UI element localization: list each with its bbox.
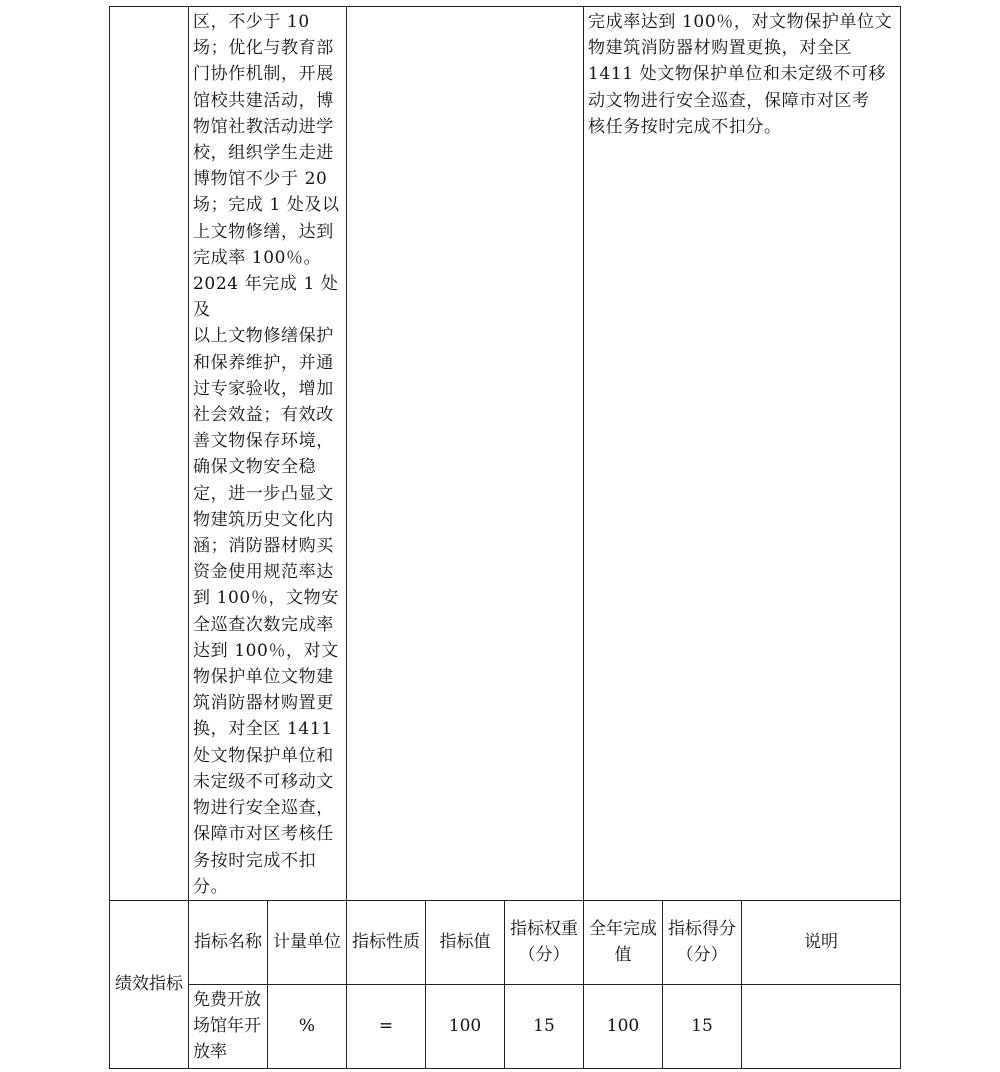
header-note: 说明	[742, 900, 901, 984]
header-indicator-name: 指标名称	[189, 900, 268, 984]
indicator-score: 15	[663, 984, 742, 1068]
indicator-unit: %	[268, 984, 347, 1068]
performance-table	[109, 6, 901, 1069]
header-score: 指标得分 （分）	[663, 900, 742, 984]
header-weight: 指标权重 （分）	[505, 900, 584, 984]
indicator-value: 100	[426, 984, 505, 1068]
header-value: 指标值	[426, 900, 505, 984]
header-actual: 全年完成 值	[584, 900, 663, 984]
indicator-name: 免费开放 场馆年开 放率	[189, 984, 268, 1068]
goal-text-left: 区，不少于 10 场；优化与教育部 门协作机制，开展 馆校共建活动，博 物馆社教活动进学 校，组织学生走进 博物馆不少于 20 场；完成 1 处及以 上文物修缮，达到 完成率 100％。 2024 年完成 1 处及 以上文物修缮保护 和保养维护，并通 过专家验收，增加 社会效益；有效改 善文物保存环境， 确保文物安全稳 定，进一步凸显文 物建筑历史文化内 涵；消防器材购买 资金使用规范率达 到 100％，文物安 全巡查次数完成率 达到 100％，对文 物保护单位文物建 筑消防器材购置更 换，对全区 1411 处文物保护单位和 未定级不可移动文 物进行安全巡查， 保障市对区考核任 务按时完成不扣 分。	[189, 7, 347, 901]
indicator-nature: =	[347, 984, 426, 1068]
indicator-row	[110, 984, 901, 1068]
indicator-weight: 15	[505, 984, 584, 1068]
goal-description-row	[110, 7, 901, 901]
indicator-note	[742, 984, 901, 1068]
indicator-actual: 100	[584, 984, 663, 1068]
upper-label-cell	[110, 7, 189, 901]
indicator-header-row	[110, 900, 901, 984]
header-nature: 指标性质	[347, 900, 426, 984]
upper-middle-cell	[347, 7, 584, 901]
header-unit: 计量单位	[268, 900, 347, 984]
goal-text-right: 完成率达到 100％，对文物保护单位文 物建筑消防器材购置更换，对全区 1411 处文物保护单位和未定级不可移 动文物进行安全巡查，保障市对区考 核任务按时完成不扣分。	[584, 7, 901, 901]
section-label: 绩效指标	[110, 900, 189, 1068]
